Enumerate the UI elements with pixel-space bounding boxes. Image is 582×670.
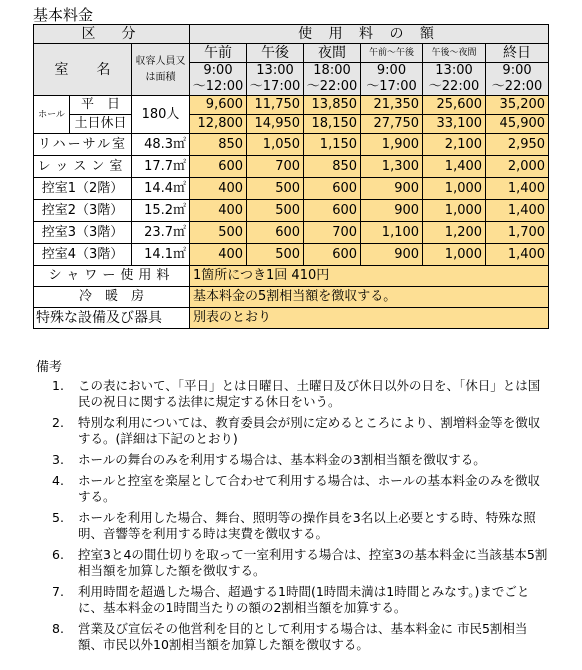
fee-cell: 1,100 xyxy=(361,222,423,244)
fee-cell: 13,850 xyxy=(304,96,361,115)
header-category: 区 分 xyxy=(34,25,190,44)
slot-name: 午後～夜間 xyxy=(423,44,486,63)
fee-cell: 600 xyxy=(190,156,247,178)
room-name: リハーサル室 xyxy=(34,134,132,156)
fee-cell: 700 xyxy=(304,222,361,244)
fee-cell: 35,200 xyxy=(486,96,549,115)
header-capacity: 収容人員又は面積 xyxy=(132,44,190,96)
fee-cell: 1,400 xyxy=(486,200,549,222)
extra-text: 1箇所につき1回 410円 xyxy=(190,266,549,287)
fee-cell: 18,150 xyxy=(304,115,361,134)
slot-time: 9:00 ～22:00 xyxy=(486,63,549,96)
fee-cell: 500 xyxy=(247,200,304,222)
extra-name: 冷 暖 房 xyxy=(34,287,190,308)
fee-cell: 1,900 xyxy=(361,134,423,156)
room-area: 48.3㎡ xyxy=(132,134,190,156)
fee-cell: 500 xyxy=(247,244,304,266)
room-area: 23.7㎡ xyxy=(132,222,190,244)
fee-cell: 2,100 xyxy=(423,134,486,156)
fee-cell: 900 xyxy=(361,244,423,266)
slot-name: 終日 xyxy=(486,44,549,63)
fee-cell: 900 xyxy=(361,200,423,222)
fee-cell: 1,700 xyxy=(486,222,549,244)
room-name: 控室3（3階） xyxy=(34,222,132,244)
room-area: 17.7㎡ xyxy=(132,156,190,178)
fee-cell: 1,150 xyxy=(304,134,361,156)
fee-cell: 600 xyxy=(247,222,304,244)
slot-time: 13:00 ～22:00 xyxy=(423,63,486,96)
fee-cell: 600 xyxy=(304,244,361,266)
fee-cell: 21,350 xyxy=(361,96,423,115)
fee-cell: 1,000 xyxy=(423,178,486,200)
hall-capacity: 180人 xyxy=(132,96,190,134)
extra-name: 特殊な設備及び器具 xyxy=(34,308,190,329)
extra-text: 別表のとおり xyxy=(190,308,549,329)
fee-table xyxy=(33,24,549,329)
fee-cell: 25,600 xyxy=(423,96,486,115)
fee-cell: 400 xyxy=(190,200,247,222)
fee-cell: 1,400 xyxy=(486,244,549,266)
extra-name: シャワー使用料 xyxy=(34,266,190,287)
fee-cell: 12,800 xyxy=(190,115,247,134)
note-item: 5. ホールを利用した場合、舞台、照明等の操作員を3名以上必要とする時、特殊な照明、音響等を利用する時は実費を徴収する。 xyxy=(52,510,536,541)
fee-cell: 700 xyxy=(247,156,304,178)
extra-text: 基本料金の5割相当額を徴収する。 xyxy=(190,287,549,308)
hall-day: 土日休日 xyxy=(70,115,132,134)
room-name: レッスン室 xyxy=(34,156,132,178)
header-fee: 使 用 料 の 額 xyxy=(190,25,549,44)
slot-time: 9:00 ～12:00 xyxy=(190,63,247,96)
fee-cell: 1,400 xyxy=(423,156,486,178)
fee-cell: 400 xyxy=(190,244,247,266)
note-item: 2. 特別な利用については、教育委員会が別に定めるところにより、割増料金等を徴収する。(詳細は下記のとおり) xyxy=(52,415,541,446)
note-item: 7. 利用時間を超過した場合、超過する1時間(1時間未満は1時間とみなす。)までごとに、基本料金の1時間当たりの額の2割相当額を加算する。 xyxy=(52,584,530,615)
fee-cell: 1,000 xyxy=(423,200,486,222)
room-name: 控室4（3階） xyxy=(34,244,132,266)
note-item: 1. この表において、「平日」とは日曜日、土曜日及び休日以外の日を、「休日」とは国民の祝日に関する法律に規定する休日をいう。 xyxy=(52,378,541,409)
fee-cell: 45,900 xyxy=(486,115,549,134)
fee-cell: 14,950 xyxy=(247,115,304,134)
fee-cell: 1,300 xyxy=(361,156,423,178)
fee-cell: 400 xyxy=(190,178,247,200)
header-room: 室 名 xyxy=(34,44,132,96)
note-item: 4. ホールと控室を楽屋として合わせて利用する場合は、ホールの基本料金のみを徴収する。 xyxy=(52,473,541,504)
slot-name: 午前～午後 xyxy=(361,44,423,63)
fee-cell: 500 xyxy=(190,222,247,244)
slot-time: 13:00 ～17:00 xyxy=(247,63,304,96)
fee-cell: 600 xyxy=(304,200,361,222)
slot-time: 18:00 ～22:00 xyxy=(304,63,361,96)
room-name: 控室2（3階） xyxy=(34,200,132,222)
notes-title: 備考 xyxy=(36,360,63,375)
fee-cell: 11,750 xyxy=(247,96,304,115)
fee-cell: 1,050 xyxy=(247,134,304,156)
room-area: 15.2㎡ xyxy=(132,200,190,222)
room-area: 14.1㎡ xyxy=(132,244,190,266)
fee-cell: 1,400 xyxy=(486,178,549,200)
slot-name: 午前 xyxy=(190,44,247,63)
slot-time: 9:00 ～17:00 xyxy=(361,63,423,96)
hall-label: ホール xyxy=(34,96,70,134)
fee-cell: 1,200 xyxy=(423,222,486,244)
notes-list xyxy=(52,378,552,658)
fee-cell: 900 xyxy=(361,178,423,200)
hall-day: 平 日 xyxy=(70,96,132,115)
note-item: 6. 控室3と4の間仕切りを取って一室利用する場合は、控室3の基本料金に当該基本5割相当額を加算した額を徴収する。 xyxy=(52,547,548,578)
fee-cell: 2,950 xyxy=(486,134,549,156)
room-name: 控室1（2階） xyxy=(34,178,132,200)
fee-cell: 2,000 xyxy=(486,156,549,178)
fee-cell: 850 xyxy=(304,156,361,178)
page-title: 基本料金 xyxy=(33,6,94,24)
fee-cell: 500 xyxy=(247,178,304,200)
fee-cell: 600 xyxy=(304,178,361,200)
fee-cell: 1,000 xyxy=(423,244,486,266)
note-item: 8. 営業及び宣伝その他営利を目的として利用する場合は、基本料金に 市民5割相当額、市民以外10割相当額を加算した額を徴収する。 xyxy=(52,621,528,652)
fee-cell: 850 xyxy=(190,134,247,156)
fee-cell: 27,750 xyxy=(361,115,423,134)
slot-name: 夜間 xyxy=(304,44,361,63)
room-area: 14.4㎡ xyxy=(132,178,190,200)
slot-name: 午後 xyxy=(247,44,304,63)
fee-cell: 33,100 xyxy=(423,115,486,134)
note-item: 3. ホールの舞台のみを利用する場合は、基本料金の3割相当額を徴収する。 xyxy=(52,452,486,467)
fee-cell: 9,600 xyxy=(190,96,247,115)
